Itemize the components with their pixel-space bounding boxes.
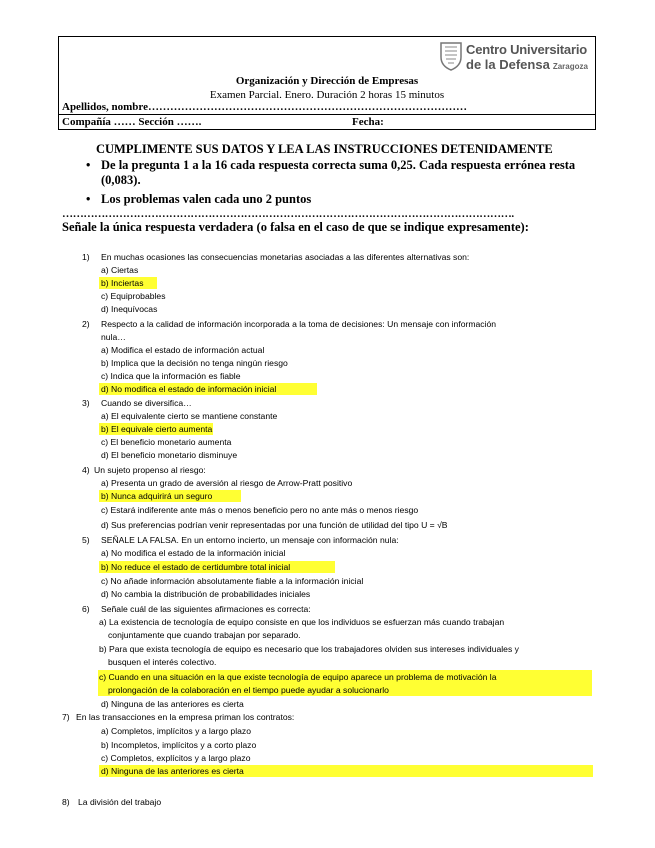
instructions-prompt: Señale la única respuesta verdadera (o falsa en el caso de que se indique expresamente): [62, 220, 529, 234]
option: a) Presenta un grado de aversión al riesgo de Arrow-Pratt positivo [101, 478, 353, 488]
logo-sub: Zaragoza [552, 62, 588, 71]
option: c) Estará indiferente ante más o menos beneficio pero no ante más o menos riesgo [101, 505, 419, 515]
question-text: En las transacciones en la empresa priman los contratos: [76, 712, 295, 722]
option-correct: d) Ninguna de las anteriores es cierta [99, 765, 593, 777]
option: a) La existencia de tecnología de equipo consiste en que los individuos se esfuerzan más cuando trabajan [99, 617, 505, 627]
question-number: 2) [82, 319, 90, 329]
question-text: Respecto a la calidad de información incorporada a la toma de decisiones: Un mensaje con información [101, 319, 497, 329]
header-divider [59, 114, 595, 115]
university-logo [439, 39, 589, 73]
question-number: 4) [82, 465, 90, 475]
option-correct: c) Cuando en una situación en la que existe tecnología de equipo aparece un problema de motivación la [99, 672, 497, 682]
exam-header [58, 36, 596, 130]
option-cont: busquen el interés colectivo. [108, 657, 217, 667]
name-line: Apellidos, nombre…………………………………………………………………………… [62, 101, 467, 113]
option: a) Modifica el estado de información actual [101, 345, 265, 355]
option: a) Completos, implícitos y a largo plazo [101, 726, 251, 736]
option: d) Ninguna de las anteriores es cierta [101, 699, 244, 709]
option: a) No modifica el estado de la información inicial [101, 548, 286, 558]
question-text: En muchas ocasiones las consecuencias monetarias asociadas a las diferentes alternativas son: [101, 252, 470, 262]
question-text: La división del trabajo [78, 797, 162, 807]
option: a) Ciertas [101, 265, 139, 275]
option: d) El beneficio monetario disminuye [101, 450, 238, 460]
option: c) Equiprobables [101, 291, 166, 301]
option: b) Implica que la decisión no tenga ningún riesgo [101, 358, 288, 368]
option: d) No cambia la distribución de probabilidades iniciales [101, 589, 311, 599]
question-text: Un sujeto propenso al riesgo: [94, 465, 206, 475]
question-text: SEÑALE LA FALSA. En un entorno incierto, un mensaje con información nula: [101, 535, 399, 545]
logo-line1: Centro Universitario [466, 42, 587, 57]
question-number: 6) [82, 604, 90, 614]
option-correct: b) Inciertas [99, 277, 157, 289]
question-number: 3) [82, 398, 90, 408]
company-line: Compañía …… Sección ……. [62, 116, 202, 128]
question-number: 8) [62, 797, 70, 807]
option-correct: d) No modifica el estado de información inicial [99, 383, 317, 395]
question-text: Señale cuál de las siguientes afirmaciones es correcta: [101, 604, 311, 614]
logo-line2: de la Defensa Zaragoza [466, 57, 588, 72]
option-cont: conjuntamente que cuando trabajan por separado. [108, 630, 301, 640]
option: d) Sus preferencias podrían venir representadas por una función de utilidad del tipo U = √B [101, 520, 448, 530]
question-text: Cuando se diversifica… [101, 398, 192, 408]
option: c) Indica que la información es fiable [101, 371, 241, 381]
option: a) El equivalente cierto se mantiene constante [101, 411, 278, 421]
separator: ………………………………………………………………………………………………………………. [62, 208, 514, 220]
option: b) Para que exista tecnología de equipo es necesario que los trabajadores olviden sus intereses individuales y [99, 644, 519, 654]
option: d) Inequívocas [101, 304, 158, 314]
option-correct-cont: prolongación de la colaboración en el tiempo puede ayudar a solucionarlo [108, 685, 389, 695]
instructions-title: CUMPLIMENTE SUS DATOS Y LEA LAS INSTRUCCIONES DETENIDAMENTE [96, 142, 553, 156]
option: c) Completos, explícitos y a largo plazo [101, 753, 251, 763]
question-number: 1) [82, 252, 90, 262]
question-text-cont: nula… [101, 332, 126, 342]
option: b) Incompletos, implícitos y a corto plazo [101, 740, 257, 750]
option: c) No añade información absolutamente fiable a la información inicial [101, 576, 364, 586]
option-correct: b) No reduce el estado de certidumbre total inicial [99, 561, 335, 573]
shield-icon [439, 41, 463, 71]
option-correct: b) Nunca adquirirá un seguro [99, 490, 241, 502]
question-number: 5) [82, 535, 90, 545]
option-correct: b) El equivale cierto aumenta [101, 424, 213, 434]
date-label: Fecha: [352, 116, 384, 128]
question-number: 7) [62, 712, 70, 722]
course-title: Organización y Dirección de Empresas [235, 75, 419, 87]
option: c) El beneficio monetario aumenta [101, 437, 232, 447]
exam-info: Examen Parcial. Enero. Duración 2 horas 15 minutos [209, 89, 445, 101]
